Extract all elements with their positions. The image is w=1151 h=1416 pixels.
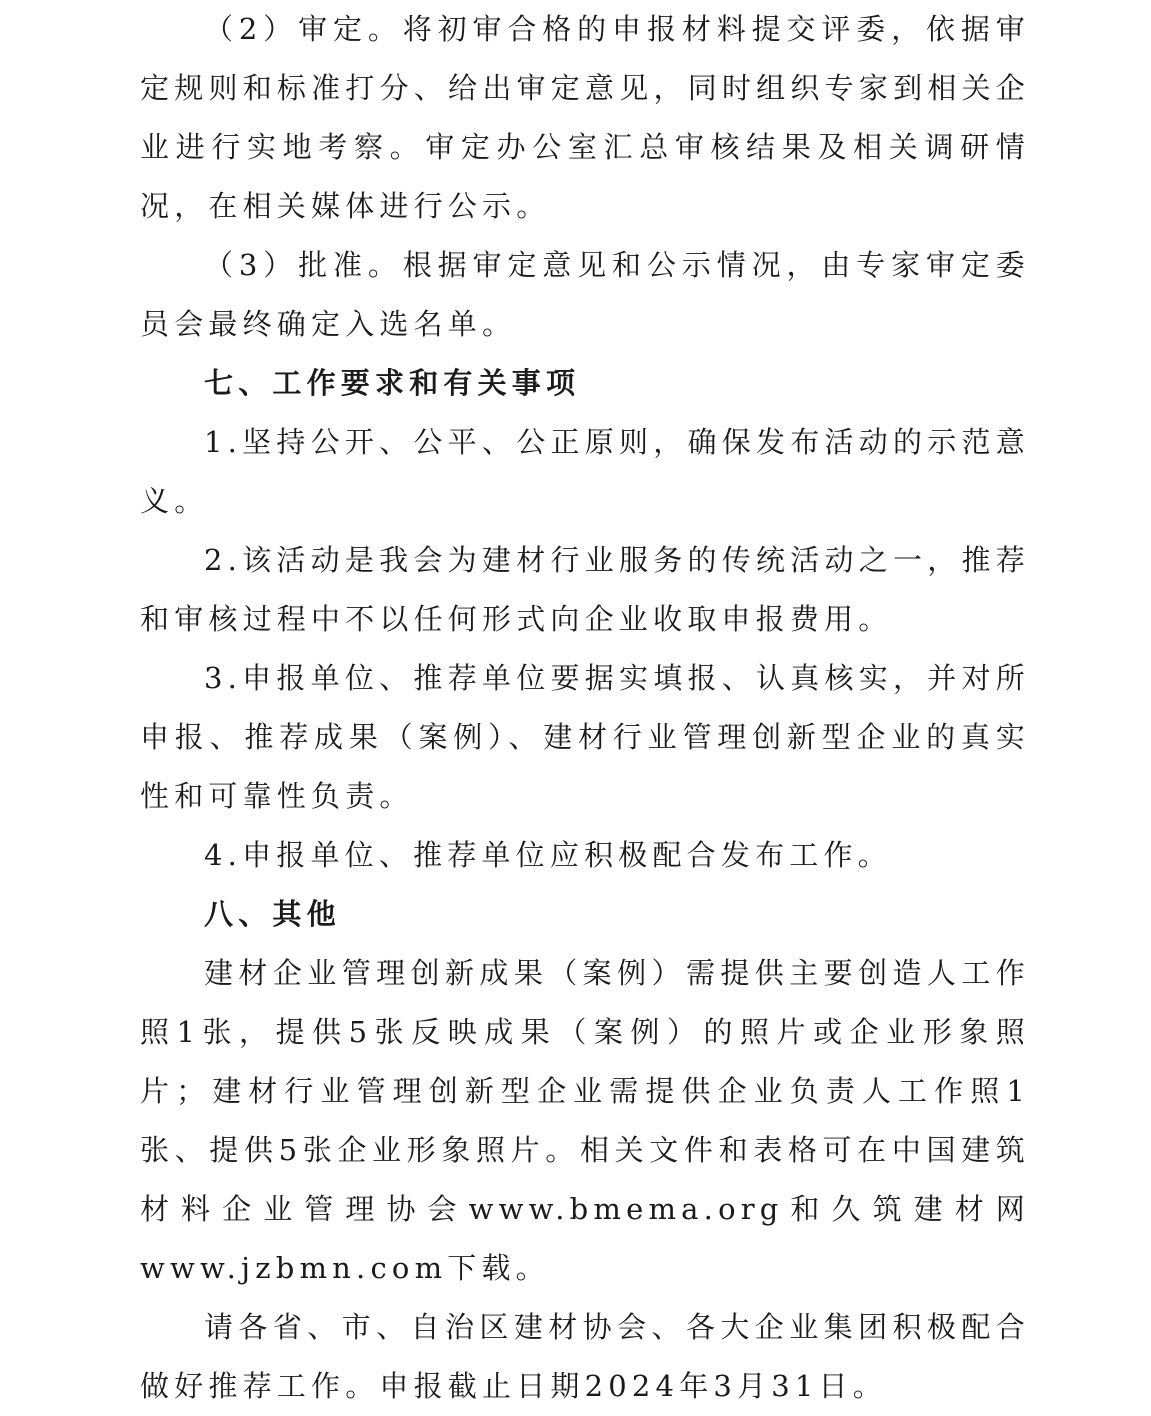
section-heading-other: 八、其他	[204, 897, 341, 931]
paragraph-approval-step: （3）批准。根据审定意见和公示情况，由专家审定委员会最终确定入选名单。	[140, 248, 1030, 341]
section-heading-work-requirements: 七、工作要求和有关事项	[204, 366, 581, 400]
document-page	[140, 0, 1030, 1416]
paragraph-requirement-1: 1.坚持公开、公平、公正原则，确保发布活动的示范意义。	[140, 425, 1030, 518]
paragraph-requirement-4: 4.申报单位、推荐单位应积极配合发布工作。	[204, 838, 892, 872]
paragraph-deadline: 请各省、市、自治区建材协会、各大企业集团积极配合做好推荐工作。申报截止日期2024年3月31日。	[140, 1310, 1030, 1403]
paragraph-requirement-2: 2.该活动是我会为建材行业服务的传统活动之一，推荐和审核过程中不以任何形式向企业收取申报费用。	[140, 543, 1030, 636]
paragraph-requirement-3: 3.申报单位、推荐单位要据实填报、认真核实，并对所申报、推荐成果（案例）、建材行业管理创新型企业的真实性和可靠性负责。	[140, 661, 1030, 813]
paragraph-review-step: （2）审定。将初审合格的申报材料提交评委，依据审定规则和标准打分、给出审定意见，同时组织专家到相关企业进行实地考察。审定办公室汇总审核结果及相关调研情况，在相关媒体进行公示。	[140, 12, 1030, 223]
paragraph-other-materials: 建材企业管理创新成果（案例）需提供主要创造人工作照1张，提供5张反映成果（案例）的照片或企业形象照片；建材行业管理创新型企业需提供企业负责人工作照1张、提供5张企业形象照片。相关文件和表格可在中国建筑材料企业管理协会www.bmema.org和久筑建材网www.jzbmn.com下载。	[140, 956, 1030, 1285]
